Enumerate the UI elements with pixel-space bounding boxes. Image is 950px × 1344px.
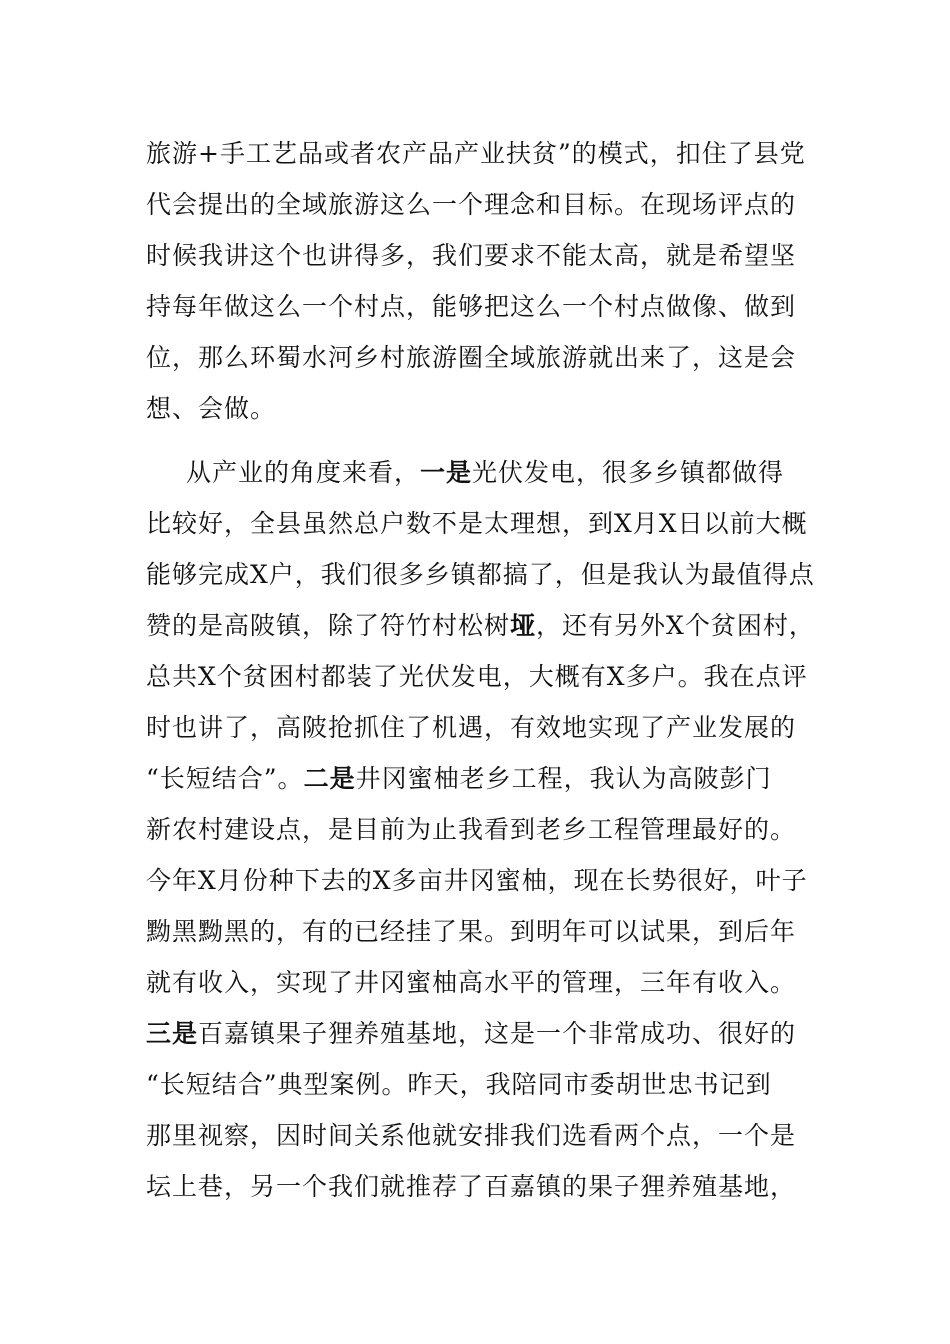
text-run: 想、会做。 [146, 394, 277, 423]
paragraph-line [146, 332, 806, 383]
text-run: 总共X个贫困村都装了光伏发电，大概有X多户。我在点评 [146, 662, 808, 691]
paragraph-line [146, 1059, 806, 1110]
text-run: ，还有另外X个贫困村， [536, 611, 815, 640]
paragraph-line [146, 957, 806, 1008]
text-run: 持每年做这么一个村点，能够把这么一个村点做像、做到 [146, 292, 797, 321]
text-run: 赞的是高陂镇，除了符竹村松树 [146, 611, 511, 640]
paragraph-line [146, 855, 806, 906]
text-run: “长短结合”。 [146, 764, 304, 793]
paragraph-line [146, 549, 815, 600]
text-run: 时也讲了，高陂抢抓住了机遇，有效地实现了产业发展的 [146, 713, 797, 742]
paragraph-line [146, 804, 806, 855]
text-run: 黝黑黝黑的，有的已经挂了果。到明年可以试果，到后年 [146, 917, 797, 946]
paragraph-line [146, 600, 815, 651]
text-run: 光伏发电，很多乡镇都做得 [472, 458, 785, 487]
text-run: 坛上巷，另一个我们就推荐了百嘉镇的果子狸养殖基地， [146, 1172, 797, 1201]
text-run: 位，那么环蜀水河乡村旅游圈全域旅游就出来了，这是会 [146, 343, 797, 372]
text-run: 比较好，全县虽然总户数不是太理想，到X月X日以前大概 [146, 509, 808, 538]
bold-text-run: 一是 [420, 458, 473, 487]
paragraph-line [146, 651, 806, 702]
text-run: 时候我讲这个也讲得多，我们要求不能太高，就是希望坚 [146, 241, 797, 270]
paragraph-line [146, 230, 806, 281]
paragraph-line [146, 383, 806, 434]
text-run: 旅游+手工艺品或者农产品产业扶贫”的模式，扣住了县党 [146, 139, 806, 168]
paragraph-line [146, 498, 806, 549]
text-run: 那里视察，因时间关系他就安排我们选看两个点，一个是 [146, 1121, 797, 1150]
bold-text-run: 二是 [303, 764, 356, 793]
text-run: 新农村建设点，是目前为止我看到老乡工程管理最好的。 [146, 815, 797, 844]
paragraph-line [146, 179, 806, 230]
paragraph-line [146, 1110, 806, 1161]
paragraph-line [146, 128, 806, 179]
text-run: 从产业的角度来看， [186, 458, 421, 487]
paragraph-line [146, 1161, 806, 1212]
bold-text-run: 三是 [146, 1019, 199, 1048]
text-run: 井冈蜜柚老乡工程，我认为高陂彭门 [355, 764, 772, 793]
paragraph-line [146, 906, 806, 957]
paragraph-line [146, 1008, 806, 1059]
text-run: 就有收入，实现了井冈蜜柚高水平的管理，三年有收入。 [146, 968, 797, 997]
paragraph-line [146, 753, 806, 804]
text-run: 今年X月份种下去的X多亩井冈蜜柚，现在长势很好，叶子 [146, 866, 808, 895]
text-run: 百嘉镇果子狸养殖基地，这是一个非常成功、很好的 [198, 1019, 797, 1048]
text-run: 代会提出的全域旅游这么一个理念和目标。在现场评点的 [146, 190, 797, 219]
paragraph-line [146, 447, 806, 498]
paragraph-line [146, 281, 806, 332]
text-run: “长短结合”典型案例。昨天，我陪同市委胡世忠书记到 [146, 1070, 772, 1099]
document-body [146, 128, 815, 1212]
bold-text-run: 垭 [510, 611, 537, 640]
text-run: 能够完成X户，我们很多乡镇都搞了，但是我认为最值得点 [146, 560, 815, 589]
paragraph-line [146, 702, 806, 753]
